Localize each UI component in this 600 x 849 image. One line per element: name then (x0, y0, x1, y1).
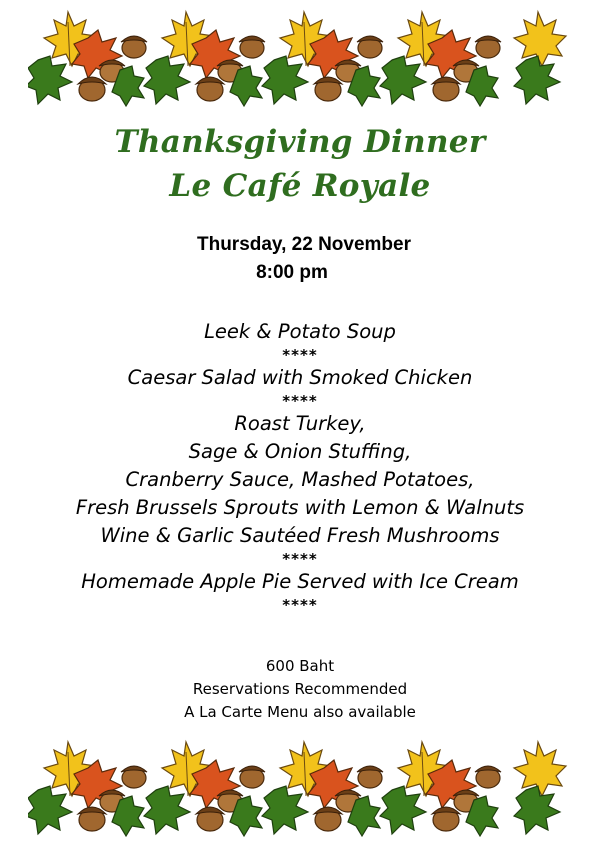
autumn-leaves-top-border (28, 8, 572, 108)
course-dessert: Homemade Apple Pie Served with Ice Cream (81, 570, 519, 593)
main-course-line: Cranberry Sauce, Mashed Potatoes, (125, 468, 475, 491)
course-soup: Leek & Potato Soup (204, 320, 396, 343)
a-la-carte-note: A La Carte Menu also available (184, 703, 416, 721)
reservations-note: Reservations Recommended (192, 680, 408, 698)
course-separator: **** (282, 346, 318, 364)
autumn-leaves-bottom-border (28, 738, 572, 838)
course-separator: **** (282, 596, 318, 614)
main-course-line: Wine & Garlic Sautéed Fresh Mushrooms (100, 524, 500, 547)
price: 600 Baht (265, 657, 335, 675)
main-course-line: Sage & Onion Stuffing, (188, 440, 412, 463)
main-course-line: Fresh Brussels Sprouts with Lemon & Walnuts (75, 496, 525, 519)
menu-list (0, 318, 600, 614)
event-date: Thursday, 22 November (196, 234, 411, 255)
course-salad: Caesar Salad with Smoked Chicken (127, 366, 473, 389)
footer-info (0, 655, 600, 724)
menu-title: Thanksgiving Dinner (114, 124, 486, 160)
course-separator: **** (282, 550, 318, 568)
main-course-line: Roast Turkey, (234, 412, 366, 435)
leaves-acorns-icon (28, 738, 572, 838)
event-time: 8:00 pm (256, 262, 328, 283)
restaurant-name: Le Café Royale (169, 168, 431, 204)
course-separator: **** (282, 392, 318, 410)
leaves-acorns-icon (28, 8, 572, 108)
